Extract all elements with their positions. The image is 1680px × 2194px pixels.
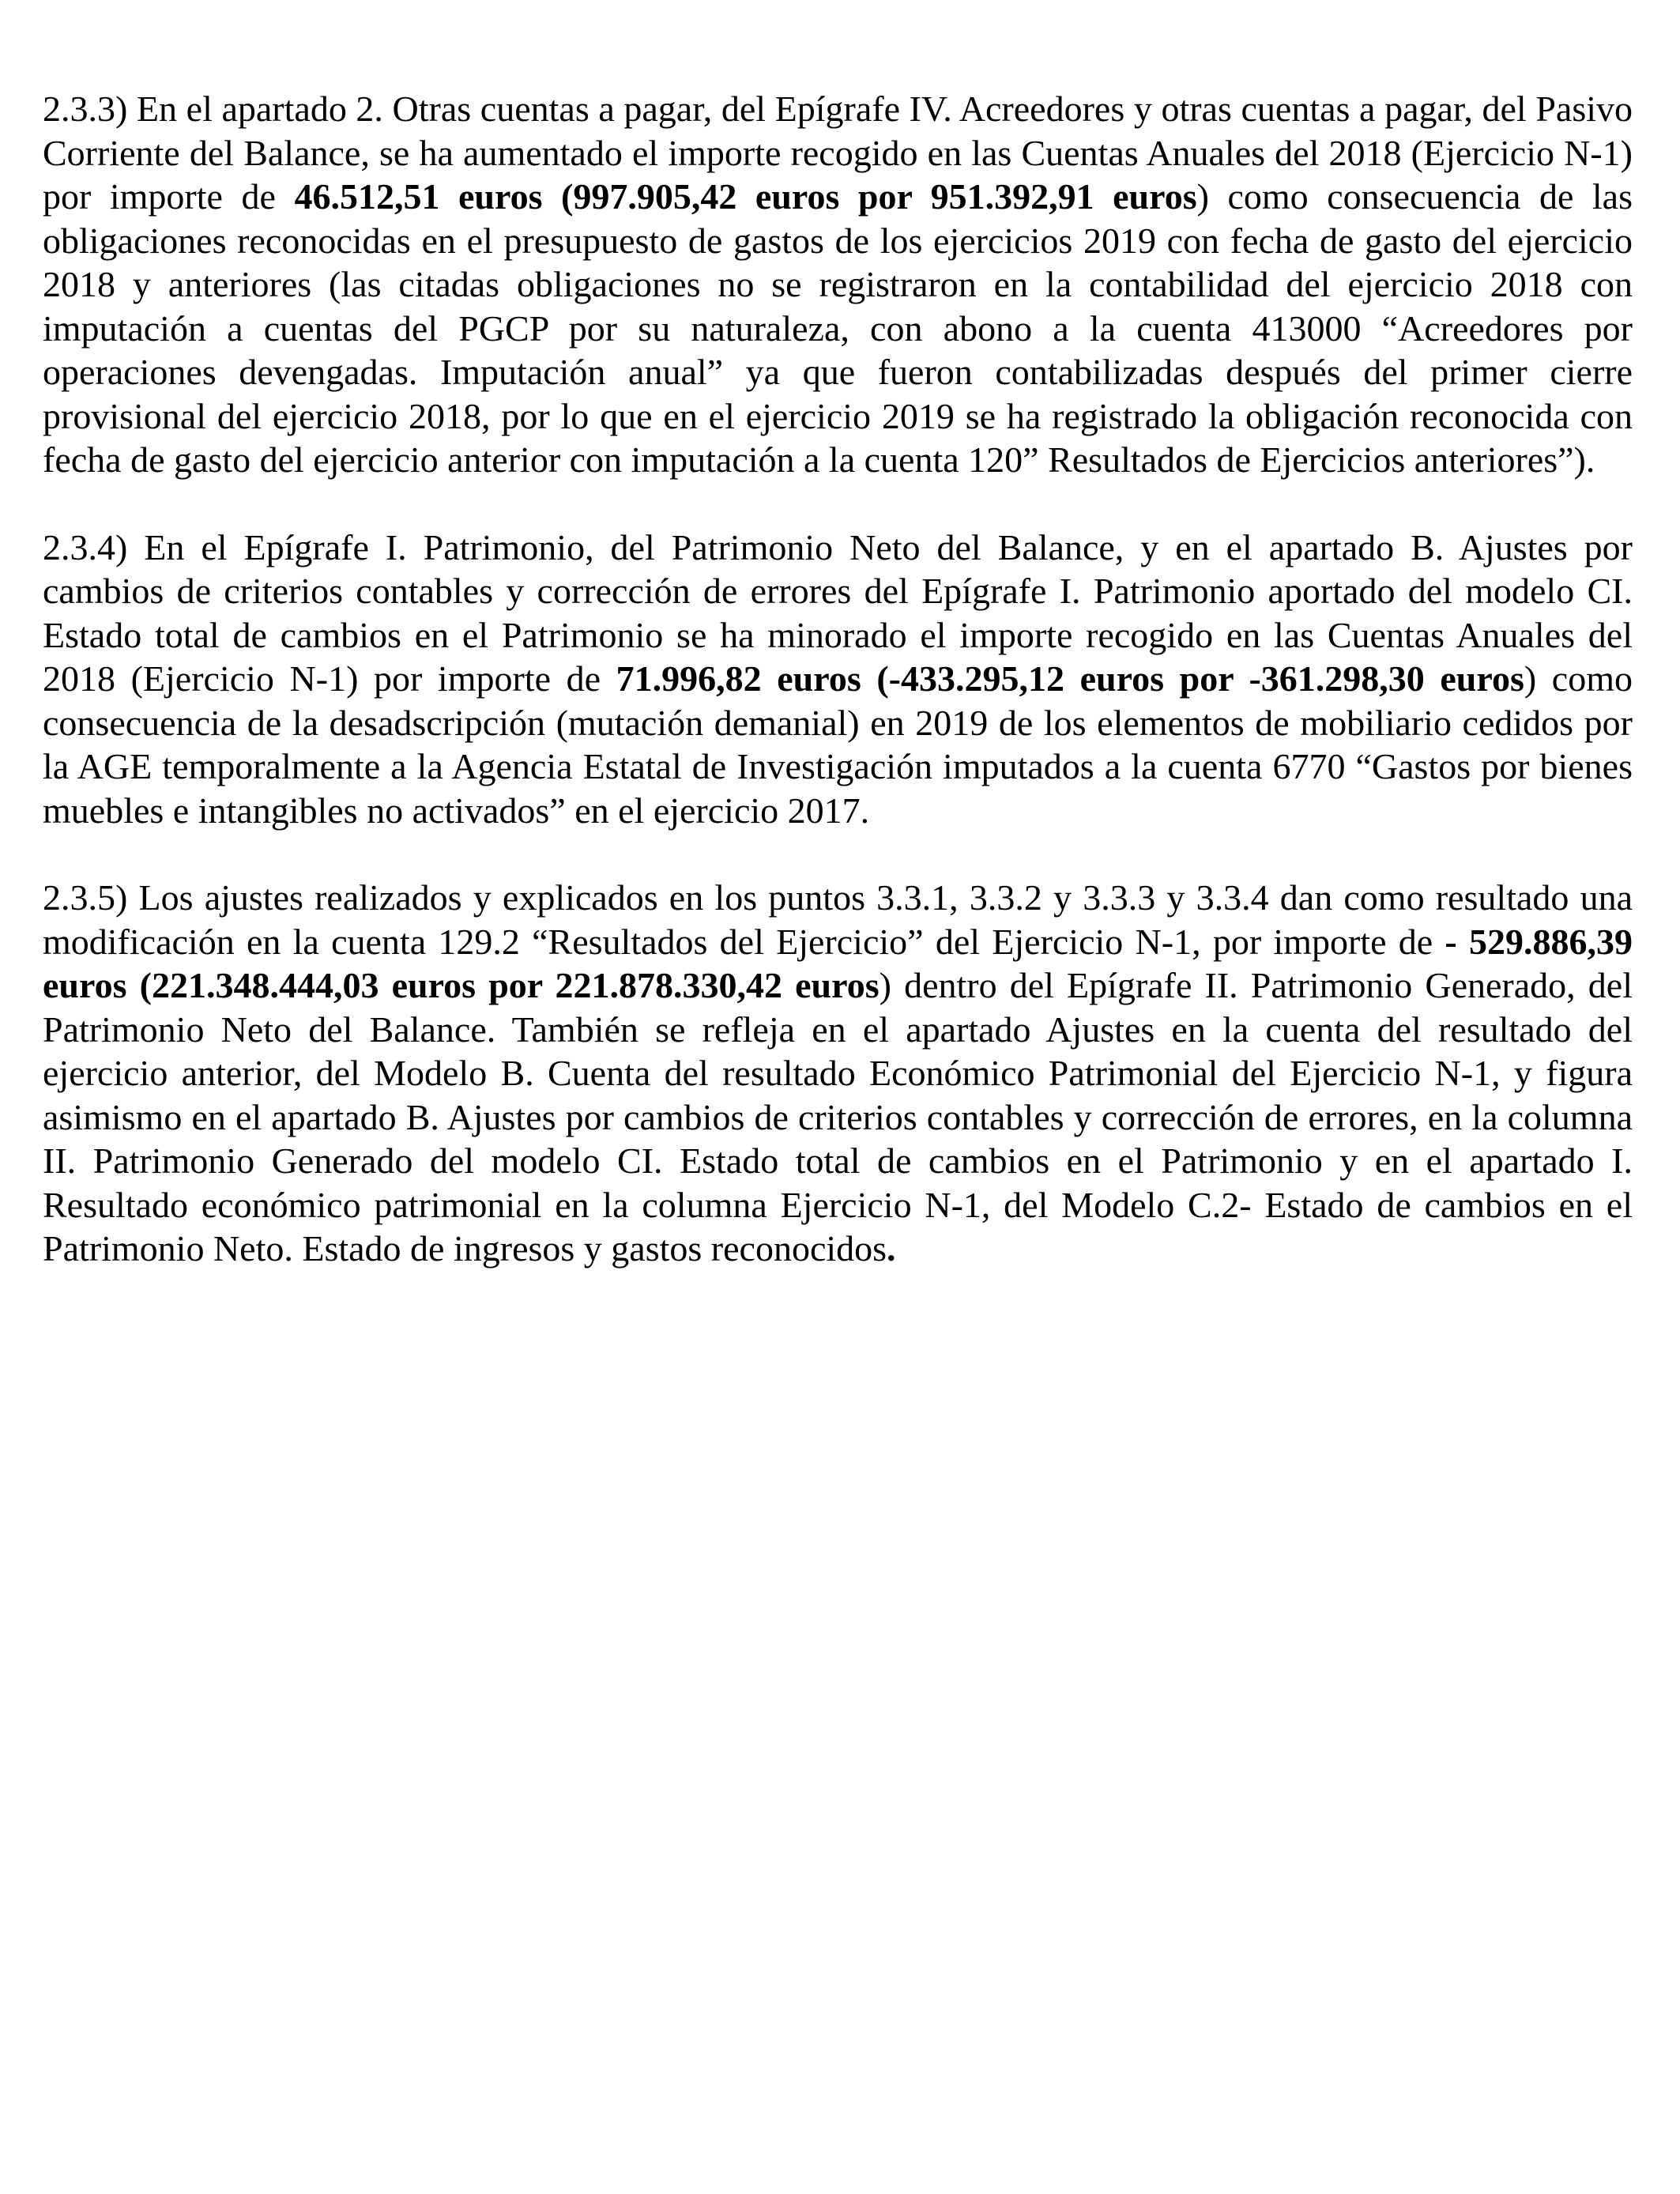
amount-highlight: - 529.886,39 euros (221.348.444,03 euros por 221.878.330,42 euros — [43, 921, 1633, 1005]
paragraph-text: 2.3.3) En el apartado 2. Otras cuentas a pagar, del Epígrafe IV. Acreedores y otras cuentas a pagar, del Pasivo Corriente del Balance, se ha aumentado el importe recogido en las Cuentas Anuales del 2018 (Ejercicio N-1) por importe de — [43, 89, 1633, 217]
paragraph-2-3-3 — [43, 87, 1633, 482]
paragraph-text: ) como consecuencia de las obligaciones reconocidas en el presupuesto de gastos de los ejercicios 2019 con fecha de gasto del ejercicio 2018 y anteriores (las citadas obligaciones no se registraron en la contabilidad del ejercicio 2018 con imputación a cuentas del PGCP por su naturaleza, con abono a la cuenta 413000 “Acreedores por operaciones devengadas. Imputación anual” ya que fueron contabilizadas después del primer cierre provisional del ejercicio 2018, por lo que en el ejercicio 2019 se ha registrado la obligación reconocida con fecha de gasto del ejercicio anterior con imputación a la cuenta 120” Resultados de Ejercicios anteriores”). — [43, 176, 1633, 480]
paragraph-text: 2.3.5) Los ajustes realizados y explicados en los puntos 3.3.1, 3.3.2 y 3.3.3 y 3.3.4 dan como resultado una modificación en la cuenta 129.2 “Resultados del Ejercicio” del Ejercicio N-1, por importe de — [43, 877, 1633, 962]
paragraph-2-3-4 — [43, 526, 1633, 833]
amount-highlight: 71.996,82 euros (-433.295,12 euros por -361.298,30 euros — [616, 658, 1524, 699]
final-period: . — [887, 1228, 896, 1269]
paragraph-text: ) como consecuencia de la desadscripción (mutación demanial) en 2019 de los elementos de mobiliario cedidos por la AGE temporalmente a la Agencia Estatal de Investigación imputados a la cuenta 6770 “Gastos por bienes muebles e intangibles no activados” en el ejercicio 2017. — [43, 658, 1633, 831]
paragraph-text: ) dentro del Epígrafe II. Patrimonio Generado, del Patrimonio Neto del Balance. También se refleja en el apartado Ajustes en la cuenta del resultado del ejercicio anterior, del Modelo B. Cuenta del resultado Económico Patrimonial del Ejercicio N-1, y figura asimismo en el apartado B. Ajustes por cambios de criterios contables y corrección de errores, en la columna II. Patrimonio Generado del modelo CI. Estado total de cambios en el Patrimonio y en el apartado I. Resultado económico patrimonial en la columna Ejercicio N-1, del Modelo C.2- Estado de cambios en el Patrimonio Neto. Estado de ingresos y gastos reconocidos — [43, 965, 1633, 1269]
paragraph-text: 2.3.4) En el Epígrafe I. Patrimonio, del Patrimonio Neto del Balance, y en el apartado B. Ajustes por cambios de criterios contables y corrección de errores del Epígrafe I. Patrimonio aportado del modelo CI. Estado total de cambios en el Patrimonio se ha minorado el importe recogido en las Cuentas Anuales del 2018 (Ejercicio N-1) por importe de — [43, 526, 1633, 699]
amount-highlight: 46.512,51 euros (997.905,42 euros por 951.392,91 euros — [294, 176, 1197, 217]
document-page — [43, 87, 1633, 1314]
paragraph-2-3-5 — [43, 876, 1633, 1271]
